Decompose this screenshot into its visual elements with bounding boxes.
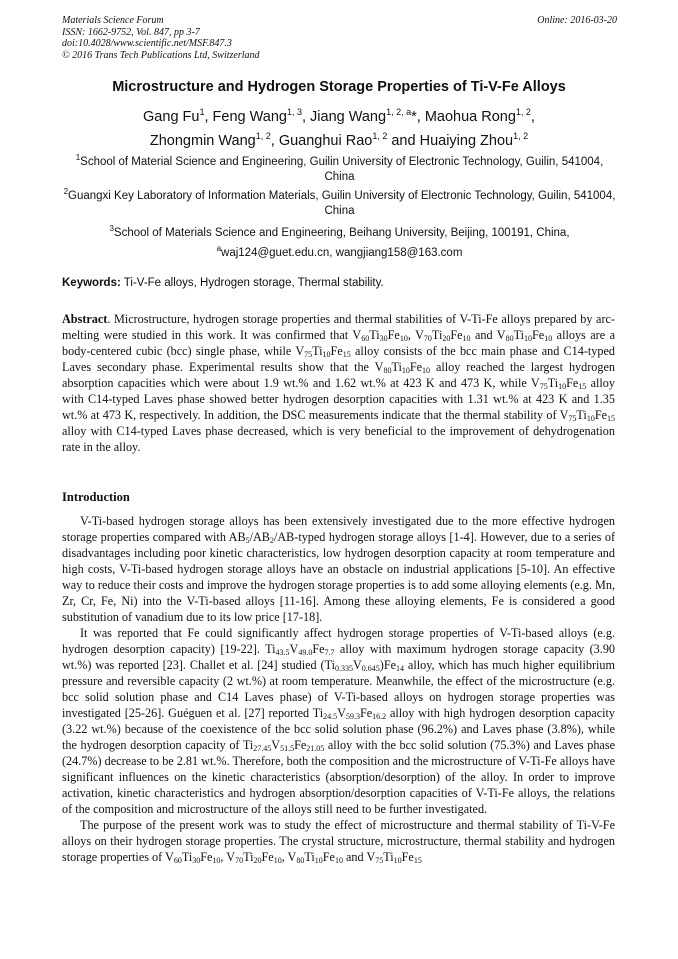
author-list xyxy=(50,103,628,151)
online-date: Online: 2016-03-20 xyxy=(537,15,617,26)
author: Jiang Wang$^{1, 2, a}$*, xyxy=(310,107,425,125)
author: Maohua Rong$^{1, 2}$, xyxy=(424,107,535,125)
introduction-heading: Introduction xyxy=(62,490,130,504)
affiliation-2: $^2$Guangxi Key Laboratory of Information Materials, Guilin University of Electronic Technology, Guilin, 541004, China xyxy=(63,187,616,217)
keywords-label: Keywords: xyxy=(62,277,121,289)
author: Huaiying Zhou$^{1, 2}$ xyxy=(419,130,529,149)
copyright-line: © 2016 Trans Tech Publications Ltd, Switzerland xyxy=(62,49,260,61)
keywords xyxy=(62,277,617,289)
abstract: Abstract. Microstructure, hydrogen storage properties and thermal stabilities of V-Ti-Fe alloys prepared by arc-melting were studied in this work. It was confirmed that $V_{60}Ti_{30}Fe_{10}$, $V_{70}Ti_{20}Fe_{10}$ and $V_{80}Ti_{10}Fe_{10}$ alloys are a body-centered cubic (bcc) single phase, while $V_{75}Ti_{10}Fe_{15}$ alloy consists of the bcc main phase and C14-typed Laves secondary phase. Experimental results show that the $V_{80}Ti_{10}Fe_{10}$ alloy reached the largest hydrogen absorption capacities which were about 1.9 wt.% and 1.62 wt.% at 423 K and 473 K, while $V_{75}Ti_{10}Fe_{15}$ alloy with C14-typed Laves phase showed better hydrogen desorption capacities with 1.31 wt.% at 423 K and 1.35 wt.% at 473 K, respectively. In addition, the DSC measurements indicate that the thermal stability of $V_{75}Ti_{10}Fe_{15}$ alloy with C14-typed Laves phase decreased, which is very beneficial to the improvement of dehydrogenation rate in the alloy. xyxy=(62,312,615,454)
affiliation-1: $^1$School of Material Science and Engineering, Guilin University of Electronic Technology, Guilin, 541004, China xyxy=(75,153,604,183)
keywords-text: Ti-V-Fe alloys, Hydrogen storage, Thermal stability. xyxy=(123,277,384,289)
abstract-text: Microstructure, hydrogen storage properties and thermal stabilities of V-Ti-Fe alloys prepared by arc-melting were studied in this work. It was confirmed that $V_{60}Ti_{30}Fe_{10}$, $V_{70}Ti_{20}Fe_{10}$ and $V_{80}Ti_{10}Fe_{10}$ alloys are a body-centered cubic (bcc) single phase, while $V_{75}Ti_{10}Fe_{15}$ alloy consists of the bcc main phase and C14-typed Laves secondary phase. Experimental results show that the $V_{80}Ti_{10}Fe_{10}$ alloy reached the largest hydrogen absorption capacities which were about 1.9 wt.% and 1.62 wt.% at 423 K and 473 K, while $V_{75}Ti_{10}Fe_{15}$ alloy with C14-typed Laves phase showed better hydrogen desorption capacities with 1.31 wt.% at 423 K and 1.35 wt.% at 473 K, respectively. In addition, the DSC measurements indicate that the thermal stability of $V_{75}Ti_{10}Fe_{15}$ alloy with C14-typed Laves phase decreased, which is very beneficial to the improvement of dehydrogenation rate in the alloy. xyxy=(62,312,615,454)
author: Gang Fu$^1$, xyxy=(143,107,213,125)
publication-header xyxy=(62,15,617,61)
intro-paragraph: The purpose of the present work was to study the effect of microstructure and thermal stability of Ti-V-Fe alloys on their hydrogen storage properties. The crystal structure, microstructure, thermal stability and hydrogen storage properties of $V_{60}Ti_{30}Fe_{10}$, $V_{70}Ti_{20}Fe_{10}$, $V_{80}Ti_{10}Fe_{10}$ and $V_{75}Ti_{10}Fe_{15}$ xyxy=(62,818,615,865)
intro-paragraph: V-Ti-based hydrogen storage alloys has been extensively investigated due to the more effective hydrogen storage properties compared with $AB_5/AB_2/AB$-typed hydrogen storage alloys [1-4]. However, due to a series of disadvantages including poor kinetic characteristics, low hydrogen desorption capacity at room temperature and high costs, V-Ti-based hydrogen storage alloys have an obstacle on industrial applications [5-10]. An effective way to reduce their costs and improve the hydrogen storage properties is to add some alloying elements (e.g. Mn, Zr, Cr, Fe, Ni) into the V-Ti-based alloys [11-16]. Among these alloying elements, Fe is considered a good substitution of vanadium due to its low price [17-18]. xyxy=(62,514,616,624)
abstract-label: Abstract xyxy=(62,312,108,326)
affiliation-3: $^3$School of Materials Science and Engineering, Beihang University, Beijing, 100191, China, xyxy=(109,224,570,239)
author: Feng Wang$^{1, 3}$, xyxy=(212,107,311,125)
intro-paragraph: It was reported that Fe could significantly affect hydrogen storage properties of V-Ti-based alloys (e.g. hydrogen desorption capacity) [19-22]. $Ti_{43.5}V_{49.0}Fe_{7.7}$ alloy with maximum hydrogen storage capacity (3.90 wt.%) was reported [23]. Challet et al. [24] studied $(Ti_{0.335}V_{0.645})Fe_{14}$ alloy, which has much higher equilibrium pressure and reversible capacity (2 wt.%) at room temperature. Meanwhile, the effect of the microstructure (e.g. bcc solid solution phase and C14 Laves phase) of V-Ti-based alloys on hydrogen storage properties was investigated [25-26]. Guéguen et al. [27] reported $Ti_{24.5}V_{59.3}Fe_{16.2}$ alloy with high hydrogen desorption capacity (3.22 wt.%) because of the coexistence of the bcc solid solution phase (96.2%) and Laves phase (3.8%), while the hydrogen desorption capacity of $Ti_{27.45}V_{51.5}Fe_{21.05}$ alloy with the bcc solid solution (75.3%) and Laves phase (24.7%) decrease to be 2.81 wt.%. Therefore, both the composition and the microstructure of V-Ti-Fe alloys have significant influences on the kinetic characteristics (absorption/desorption) of the alloy. In order to improve activation, kinetic characteristics and hydrogen absorption/desorption capacities of V-Ti-Fe alloys, the relations of the composition and microstructure of the alloys still need to be further investigated. xyxy=(62,626,616,816)
doi-line: doi:10.4028/www.scientific.net/MSF.847.3 xyxy=(62,38,232,49)
introduction-body xyxy=(62,513,615,865)
contact-email: $^a$waj124@guet.edu.cn, wangjiang158@163.com xyxy=(216,244,463,259)
author: Guanghui Rao$^{1, 2}$ and xyxy=(278,130,420,149)
author: Zhongmin Wang$^{1, 2}$, xyxy=(149,130,279,149)
issn-line: ISSN: 1662-9752, Vol. 847, pp 3-7 xyxy=(62,26,200,38)
journal-name: Materials Science Forum xyxy=(62,15,164,26)
paper-title: Microstructure and Hydrogen Storage Properties of Ti-V-Fe Alloys xyxy=(112,79,566,95)
